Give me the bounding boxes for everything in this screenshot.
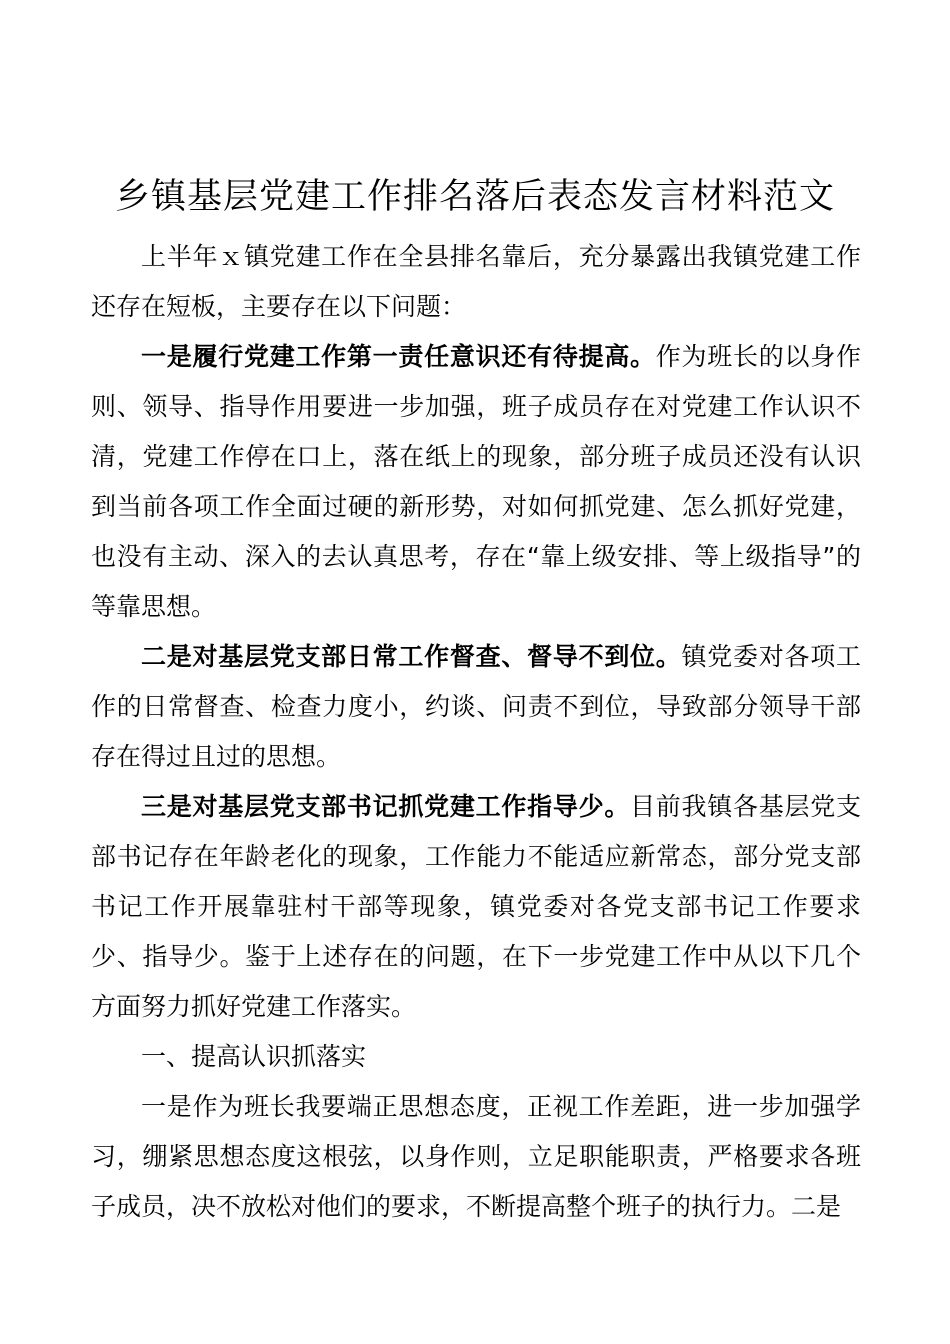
- problem-1-text: 作为班长的以身作则、领导、指导作用要进一步加强，班子成员存在对党建工作认识不清，党建工作停在口上，落在纸上的现象，部分班子成员还没有认识到当前各项工作全面过硬的新形势，对如何抓党建、怎么抓好党建，也没有主动、深入的去认真思考，存在“靠上级安排、等上级指导”的等靠思想。: [91, 342, 861, 621]
- problem-2-text: 镇党委对各项工作的日常督查、检查力度小，约谈、问责不到位，导致部分领导干部存在得过且过的思想。: [91, 642, 861, 771]
- problem-1-lead: 一是履行党建工作第一责任意识还有待提高。: [141, 342, 656, 371]
- problem-paragraph-2: [91, 632, 861, 782]
- problem-3-text: 目前我镇各基层党支部书记存在年龄老化的现象，工作能力不能适应新常态，部分党支部书记工作开展靠驻村干部等现象，镇党委对各党支部书记工作要求少、指导少。鉴于上述存在的问题，在下一步党建工作中从以下几个方面努力抓好党建工作落实。: [91, 792, 861, 1021]
- document-body: [91, 232, 861, 1232]
- section-heading: 一、提高认识抓落实: [141, 1042, 367, 1071]
- problem-2-lead: 二是对基层党支部日常工作督查、督导不到位。: [141, 642, 682, 671]
- section-paragraph: 一是作为班长我要端正思想态度，正视工作差距，进一步加强学习，绷紧思想态度这根弦，以身作则，立足职能职责，严格要求各班子成员，决不放松对他们的要求，不断提高整个班子的执行力。二是: [91, 1092, 861, 1221]
- intro-paragraph: [91, 232, 861, 332]
- problem-paragraph-3: [91, 782, 861, 1032]
- intro-text: 上半年ｘ镇党建工作在全县排名靠后，充分暴露出我镇党建工作还存在短板，主要存在以下问题：: [91, 242, 861, 321]
- problem-3-lead: 三是对基层党支部书记抓党建工作指导少。: [141, 792, 631, 821]
- problem-paragraph-1: [91, 332, 861, 632]
- document-title: 乡镇基层党建工作排名落后表态发言材料范文: [114, 177, 835, 217]
